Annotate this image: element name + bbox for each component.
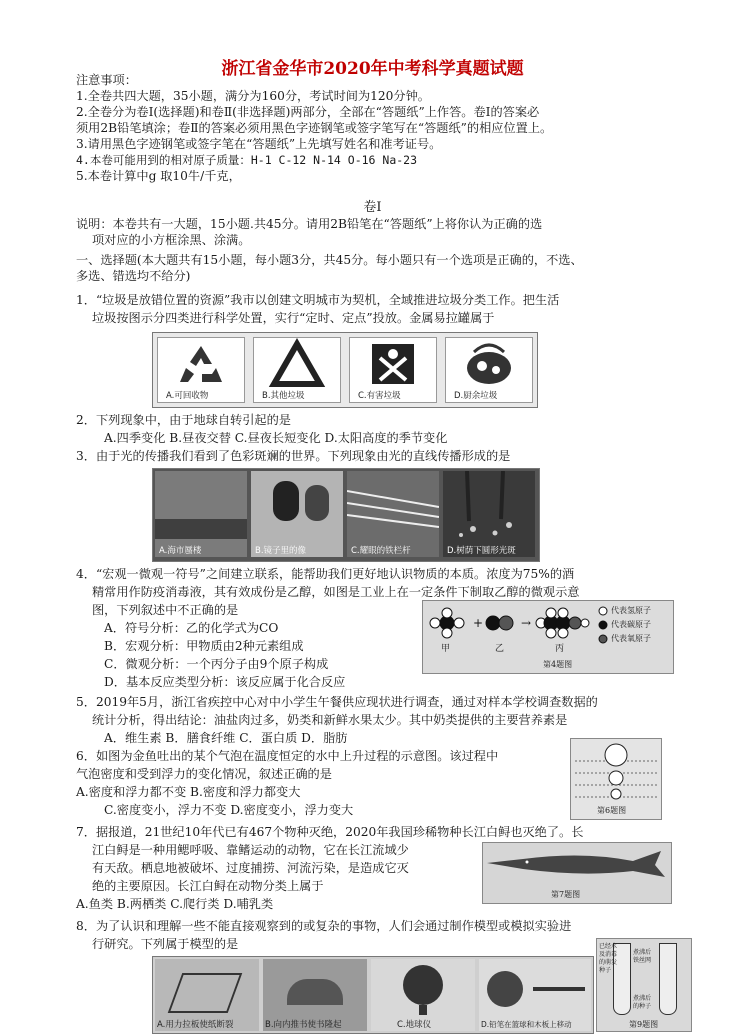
question-7: 绝的主要原因。长江白鲟在动物分类上属于 — [92, 879, 324, 893]
caption: C.地球仪 — [397, 1020, 432, 1030]
test-tube-right — [659, 943, 677, 1015]
caption: D.树荫下圆形光斑 — [447, 546, 516, 556]
option-a-image — [155, 471, 247, 557]
caption: B.其他垃圾 — [262, 391, 305, 401]
q1-figure — [152, 332, 538, 408]
question-7: 有天敌。栖息地被破坏、过度捕捞、河流污染，是造成它灭 — [92, 861, 409, 875]
q9-label: 及消毒 — [599, 951, 618, 958]
question-2: 2．下列现象中，由于地球自转引起的是 — [76, 413, 291, 427]
notice-item: 2.全卷分为卷Ⅰ(选择题)和卷Ⅱ(非选择题)两部分，全部在“答题纸”上作答。卷Ⅰ的答案必 — [76, 105, 540, 119]
q9-label: 已经水 — [599, 943, 618, 950]
molecule-label-bing: 丙 — [555, 644, 565, 654]
notice-item: 须用2B铅笔填涂；卷Ⅱ的答案必须用黑色字迹钢笔或签字笔写在“答题纸”的相应位置上。 — [76, 121, 553, 135]
q9-label: 煮沸后 — [633, 995, 652, 1002]
bubble-diagram — [571, 739, 661, 805]
q9-label: 的萌发 — [599, 959, 618, 966]
q4-option-a: A．符号分析：乙的化学式为CO — [104, 621, 279, 635]
molecule-label-jia: 甲 — [441, 644, 451, 654]
notice-item: 5.本卷计算中g 取10牛/千克， — [76, 169, 241, 183]
q4-figure — [422, 600, 674, 674]
question-7: 江白鲟是一种用鳃呼吸、靠鳍运动的动物，它在长江流域少 — [92, 843, 409, 857]
notice-heading: 注意事项： — [76, 73, 137, 87]
q9-label: 煮沸后 — [633, 949, 652, 956]
question-3: 3．由于光的传播我们看到了色彩斑斓的世界。下列现象由光的直线传播形成的是 — [76, 449, 511, 463]
q6-options: C.密度变小，浮力不变 D.密度变小，浮力变大 — [104, 803, 354, 817]
other-waste-icon — [254, 338, 340, 390]
question-7: 7．据报道，21世纪10年代已有467个物种灭绝，2020年我国珍稀物种长江白鲟也灭绝了。长 — [76, 825, 584, 839]
option-d-image — [445, 337, 533, 403]
legend-oxygen: 代表氧原子 — [611, 634, 651, 643]
question-1: 1．“垃圾是放错位置的资源”我市以创建文明城市为契机，全域推进垃圾分类工作。把生活 — [76, 293, 560, 307]
option-c-image — [371, 959, 475, 1031]
option-c-image — [349, 337, 437, 403]
q9-label: 种子 — [599, 967, 612, 974]
option-c-image — [347, 471, 439, 557]
option-d-image — [479, 959, 591, 1031]
question-1: 垃圾按图示分四类进行科学处置，实行“定时、定点”投放。金属易拉罐属于 — [92, 311, 495, 325]
section-desc: 说明：本卷共有一大题，15小题.共45分。请用2B铅笔在“答题纸”上将你认为正确的选 — [76, 217, 543, 231]
q9-figure — [596, 938, 692, 1032]
q6-figure — [570, 738, 662, 820]
q2-options: A.四季变化 B.昼夜交替 C.昼夜长短变化 D.太阳高度的季节变化 — [104, 431, 448, 445]
question-4: 图，下列叙述中不正确的是 — [92, 603, 239, 617]
option-d-image — [443, 471, 535, 557]
question-4: 精常用作防疫消毒液，其有效成份是乙醇，如图是工业上在一定条件下制取乙醇的微观示意 — [92, 585, 580, 599]
part-heading: 一、选择题(本大题共有15小题，每小题3分，共45分。每小题只有一个选项是正确的，不选、 — [76, 253, 583, 267]
option-a-image — [155, 959, 259, 1031]
caption: A.可回收物 — [166, 391, 209, 401]
recycle-icon — [158, 338, 244, 390]
q4-option-d: D．基本反应类型分析：该反应属于化合反应 — [104, 675, 346, 689]
kitchen-waste-icon — [446, 338, 532, 390]
caption: B.镜子里的像 — [255, 546, 307, 556]
part-heading: 多选、错选均不给分) — [76, 269, 191, 283]
question-6: 气泡密度和受到浮力的变化情况，叙述正确的是 — [76, 767, 332, 781]
q4-option-b: B．宏观分析：甲物质由2种元素组成 — [104, 639, 304, 653]
question-4: 4．“宏观一微观一符号”之间建立联系，能帮助我们更好地认识物质的本质。浓度为75%的酒 — [76, 567, 575, 581]
question-5: 统计分析，得出结论：油盐肉过多，奶类和新鲜水果太少。其中奶类提供的主要营养素是 — [92, 713, 568, 727]
caption: C.有害垃圾 — [358, 391, 401, 401]
q8-figure — [152, 956, 594, 1034]
q4-option-c: C．微观分析：一个丙分子由9个原子构成 — [104, 657, 329, 671]
legend-carbon: 代表碳原子 — [611, 620, 651, 629]
molecule-label-yi: 乙 — [495, 644, 505, 654]
notice-item: 1.全卷共四大题，35小题，满分为160分，考试时间为120分钟。 — [76, 89, 430, 103]
question-8: 8．为了认识和理解一些不能直接观察到的或复杂的事物，人们会通过制作模型或模拟实验进 — [76, 919, 572, 933]
option-b-image — [263, 959, 367, 1031]
caption: B.向内推书使书隆起 — [265, 1020, 342, 1030]
hazardous-waste-icon — [350, 338, 436, 390]
option-b-image — [253, 337, 341, 403]
figure-caption: 第4题图 — [543, 660, 573, 669]
svg-text:+: + — [473, 616, 484, 630]
q5-options: A．维生素 B．膳食纤维 C．蛋白质 D．脂肪 — [104, 731, 348, 745]
q9-label: 的种子 — [633, 1003, 652, 1010]
q9-label: 铁丝网 — [633, 957, 652, 964]
question-5: 5．2019年5月，浙江省疾控中心对中小学生午餐供应现状进行调查，通过对样本学校调查数据的 — [76, 695, 598, 709]
figure-caption: 第7题图 — [551, 890, 581, 899]
figure-caption: 第6题图 — [597, 806, 627, 815]
option-a-image — [157, 337, 245, 403]
svg-text:→: → — [521, 616, 532, 630]
q7-options: A.鱼类 B.两栖类 C.爬行类 D.哺乳类 — [76, 897, 274, 911]
question-6: 6．如图为金鱼吐出的某个气泡在温度恒定的水中上升过程的示意图。该过程中 — [76, 749, 499, 763]
notice-item: 4.本卷可能用到的相对原子质量：H-1 C-12 N-14 O-16 Na-23 — [76, 153, 418, 167]
section-title: 卷Ⅰ — [363, 200, 382, 215]
caption: A.用力拉板使纸断裂 — [157, 1020, 234, 1030]
q3-figure — [152, 468, 540, 562]
paper-title: 浙江省金华市2020年中考科学真题试题 — [221, 59, 524, 79]
section-desc: 项对应的小方框涂黑、涂满。 — [92, 233, 251, 247]
q7-figure — [482, 842, 672, 904]
figure-caption: 第9题图 — [629, 1020, 659, 1029]
q6-options: A.密度和浮力都不变 B.密度和浮力都变大 — [76, 785, 301, 799]
legend-hydrogen: 代表氢原子 — [611, 606, 651, 615]
caption: D.铅笔在篮球和木板上移动 — [481, 1020, 572, 1029]
sturgeon-image — [483, 843, 671, 887]
caption: A.海市蜃楼 — [159, 546, 202, 556]
notice-item: 3.请用黑色字迹钢笔或签字笔在“答题纸”上先填写姓名和准考证号。 — [76, 137, 442, 151]
option-b-image — [251, 471, 343, 557]
caption: C.耀眼的铁栏杆 — [351, 546, 411, 556]
caption: D.厨余垃圾 — [454, 391, 498, 401]
question-8: 行研究。下列属于模型的是 — [92, 937, 239, 951]
